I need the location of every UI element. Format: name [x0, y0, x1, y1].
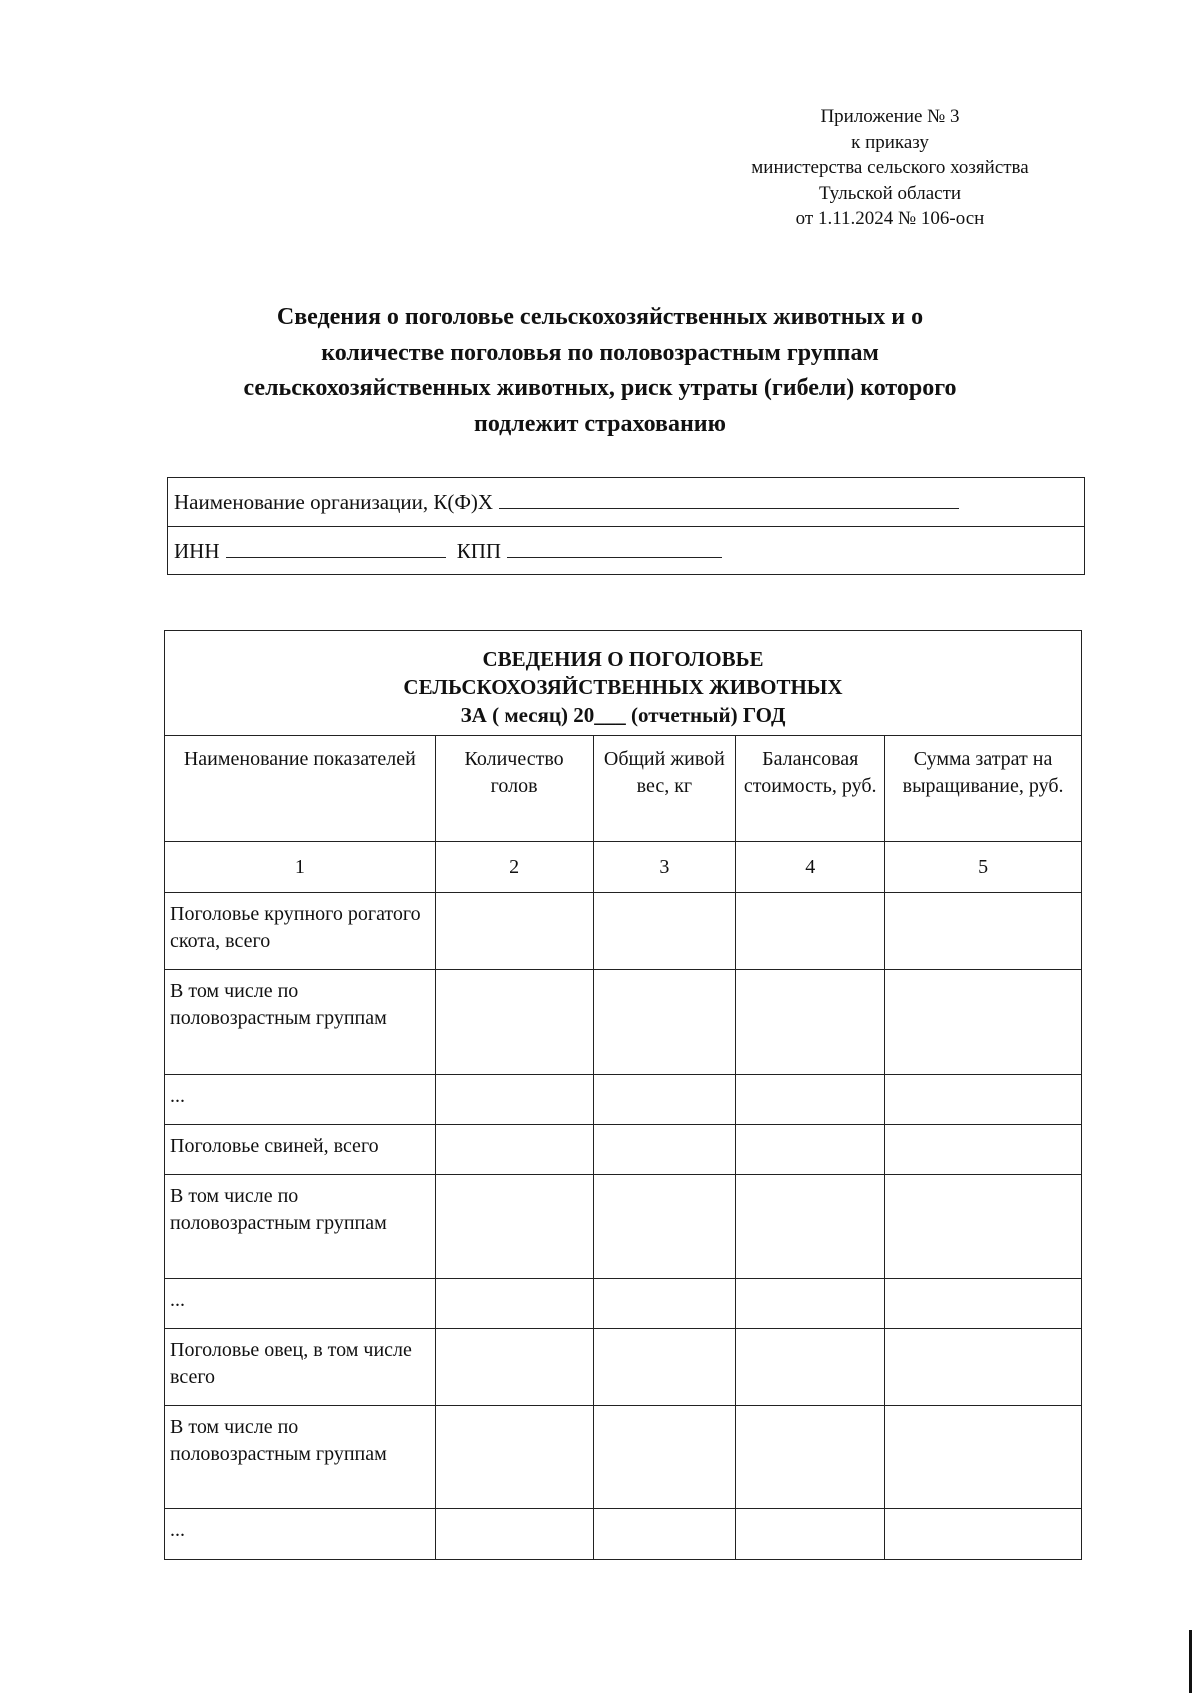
data-cell[interactable]	[885, 893, 1082, 970]
row-label: Поголовье крупного рогатого скота, всего	[165, 893, 436, 970]
data-cell[interactable]	[593, 893, 736, 970]
livestock-table	[164, 630, 1082, 1560]
data-cell[interactable]	[435, 1329, 593, 1406]
data-cell[interactable]	[593, 1075, 736, 1125]
table-row	[165, 1175, 1082, 1279]
caption-line: СВЕДЕНИЯ О ПОГОЛОВЬЕ	[482, 647, 764, 671]
title-line: Сведения о поголовье сельскохозяйственных животных и о	[276, 304, 924, 330]
data-cell[interactable]	[593, 1329, 736, 1406]
table-row	[165, 1279, 1082, 1329]
kpp-field[interactable]	[507, 539, 722, 558]
data-cell[interactable]	[885, 1406, 1082, 1509]
data-cell[interactable]	[593, 1175, 736, 1279]
data-cell[interactable]	[435, 1509, 593, 1560]
row-label: В том числе по половозрастным группам	[165, 1406, 436, 1509]
data-cell[interactable]	[736, 1279, 885, 1329]
column-number: 2	[435, 842, 593, 893]
table-row	[165, 1509, 1082, 1560]
data-cell[interactable]	[885, 1509, 1082, 1560]
data-cell[interactable]	[885, 1175, 1082, 1279]
column-number: 1	[165, 842, 436, 893]
column-header: Общий живой вес, кг	[593, 736, 736, 842]
data-cell[interactable]	[885, 1125, 1082, 1175]
table-caption	[165, 631, 1082, 736]
row-label: В том числе по половозрастным группам	[165, 970, 436, 1075]
data-cell[interactable]	[593, 1125, 736, 1175]
data-cell[interactable]	[435, 1075, 593, 1125]
title-line: сельскохозяйственных животных, риск утраты (гибели) которого	[243, 375, 957, 401]
data-cell[interactable]	[435, 1175, 593, 1279]
data-cell[interactable]	[435, 1125, 593, 1175]
org-label: Наименование организации, К(Ф)Х	[174, 490, 494, 514]
caption-line: СЕЛЬСКОХОЗЯЙСТВЕННЫХ ЖИВОТНЫХ	[403, 675, 843, 699]
scan-artifact-line	[1189, 1630, 1192, 1693]
table-row	[165, 1329, 1082, 1406]
row-label: ...	[165, 1509, 436, 1560]
row-label: В том числе по половозрастным группам	[165, 1175, 436, 1279]
table-row	[165, 893, 1082, 970]
data-cell[interactable]	[435, 1406, 593, 1509]
inn-kpp-row	[168, 526, 1084, 574]
row-label: ...	[165, 1279, 436, 1329]
column-number-row	[165, 842, 1082, 893]
inn-field[interactable]	[226, 539, 446, 558]
table-row	[165, 1075, 1082, 1125]
data-cell[interactable]	[736, 893, 885, 970]
data-cell[interactable]	[435, 1279, 593, 1329]
appendix-line: министерства сельского хозяйства	[751, 157, 1029, 178]
data-cell[interactable]	[736, 1406, 885, 1509]
data-cell[interactable]	[593, 1279, 736, 1329]
column-header: Количество голов	[435, 736, 593, 842]
data-cell[interactable]	[736, 1175, 885, 1279]
appendix-line: от 1.11.2024 № 106-осн	[795, 208, 985, 229]
title-line: подлежит страхованию	[474, 410, 726, 437]
appendix-line: Тульской области	[818, 182, 962, 204]
data-cell[interactable]	[885, 1279, 1082, 1329]
data-cell[interactable]	[593, 970, 736, 1075]
data-cell[interactable]	[593, 1406, 736, 1509]
data-cell[interactable]	[736, 1075, 885, 1125]
header-row	[165, 736, 1082, 842]
table-row	[165, 970, 1082, 1075]
row-label: Поголовье свиней, всего	[165, 1125, 436, 1175]
organization-form	[167, 477, 1085, 575]
org-field[interactable]	[499, 490, 959, 509]
column-header: Сумма затрат на выращивание, руб.	[885, 736, 1082, 842]
data-cell[interactable]	[435, 893, 593, 970]
kpp-label: КПП	[456, 539, 502, 563]
document-title	[150, 300, 1050, 442]
inn-label: ИНН	[174, 539, 220, 563]
data-cell[interactable]	[885, 1329, 1082, 1406]
row-label: Поголовье овец, в том числе всего	[165, 1329, 436, 1406]
data-cell[interactable]	[736, 1329, 885, 1406]
data-cell[interactable]	[736, 970, 885, 1075]
caption-line: ЗА ( месяц) 20___ (отчетный) ГОД	[460, 703, 786, 727]
table-row	[165, 1125, 1082, 1175]
data-cell[interactable]	[736, 1125, 885, 1175]
appendix-line: к приказу	[851, 131, 929, 153]
column-number: 4	[736, 842, 885, 893]
column-number: 5	[885, 842, 1082, 893]
row-label: ...	[165, 1075, 436, 1125]
table-row	[165, 1406, 1082, 1509]
data-cell[interactable]	[435, 970, 593, 1075]
data-cell[interactable]	[593, 1509, 736, 1560]
data-cell[interactable]	[885, 1075, 1082, 1125]
column-number: 3	[593, 842, 736, 893]
column-header: Наименование показателей	[165, 736, 436, 842]
appendix-line: Приложение № 3	[820, 106, 960, 127]
column-header: Балансовая стоимость, руб.	[736, 736, 885, 842]
data-cell[interactable]	[885, 970, 1082, 1075]
data-cell[interactable]	[736, 1509, 885, 1560]
appendix-header	[700, 104, 1080, 232]
org-row	[168, 478, 1084, 526]
title-line: количестве поголовья по половозрастным группам	[321, 339, 879, 366]
